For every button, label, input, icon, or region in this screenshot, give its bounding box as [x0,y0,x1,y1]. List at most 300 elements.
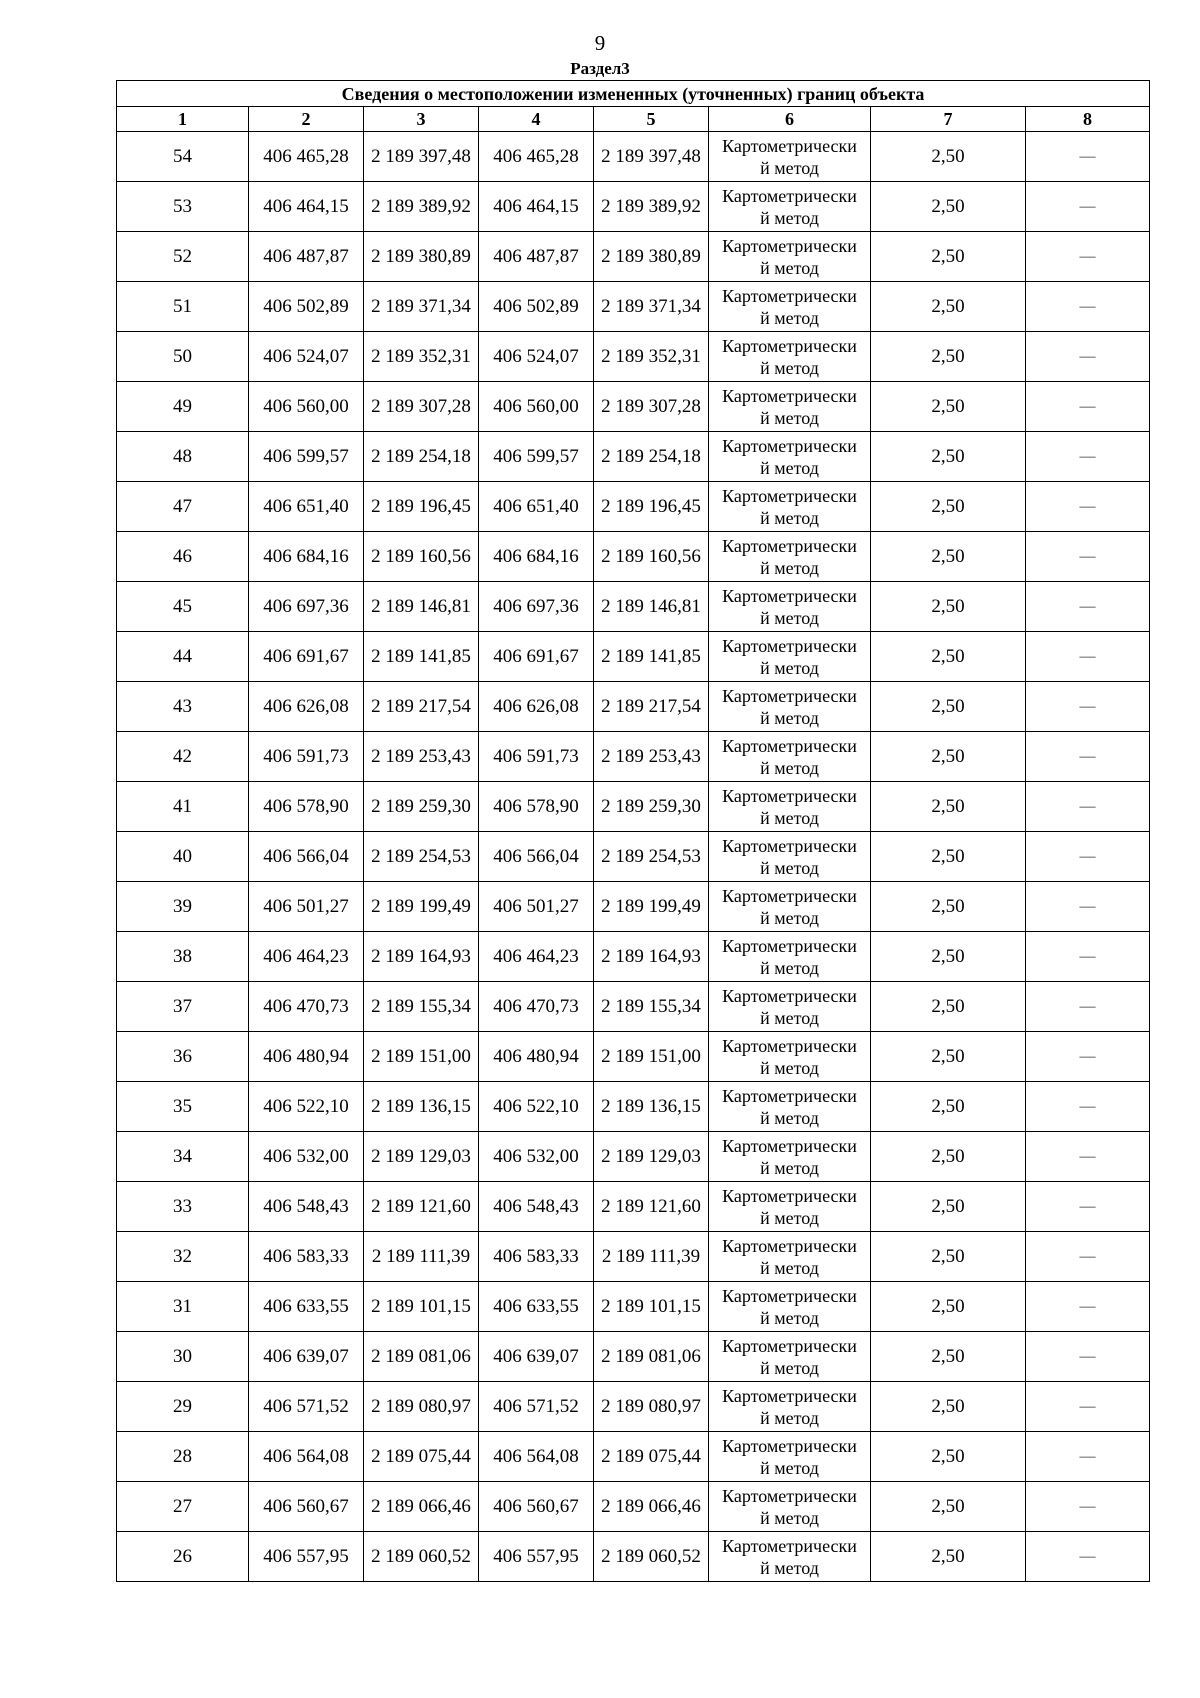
new-x-cell: 406 560,67 [479,1482,594,1532]
method-text-line: й метод [760,1057,819,1078]
table-row [117,632,1150,682]
note-cell: — [1026,1482,1150,1532]
existing-x-cell: 406 571,52 [249,1382,364,1432]
note-cell: — [1026,1282,1150,1332]
method-text-line: Картометрически [722,1085,857,1106]
existing-y-cell: 2 189 254,53 [364,832,479,882]
method-cell [709,832,871,882]
table-row [117,1332,1150,1382]
note-cell: — [1026,1332,1150,1382]
table-row [117,1282,1150,1332]
existing-x-cell: 406 633,55 [249,1282,364,1332]
new-x-cell: 406 532,00 [479,1132,594,1182]
existing-y-cell: 2 189 111,39 [364,1232,479,1282]
table-row [117,532,1150,582]
method-text-line: Картометрически [722,435,857,456]
precision-cell: 2,50 [871,882,1026,932]
existing-y-cell: 2 189 380,89 [364,232,479,282]
method-text-line: Картометрически [722,1335,857,1356]
new-x-cell: 406 522,10 [479,1082,594,1132]
existing-y-cell: 2 189 397,48 [364,132,479,182]
point-number-cell: 51 [117,282,249,332]
method-text-line: й метод [760,1357,819,1378]
new-x-cell: 406 684,16 [479,532,594,582]
new-y-cell: 2 189 352,31 [594,332,709,382]
existing-x-cell: 406 591,73 [249,732,364,782]
existing-y-cell: 2 189 136,15 [364,1082,479,1132]
existing-x-cell: 406 480,94 [249,1032,364,1082]
new-y-cell: 2 189 199,49 [594,882,709,932]
existing-x-cell: 406 626,08 [249,682,364,732]
new-y-cell: 2 189 075,44 [594,1432,709,1482]
point-number-cell: 38 [117,932,249,982]
method-cell [709,182,871,232]
existing-x-cell: 406 566,04 [249,832,364,882]
existing-y-cell: 2 189 371,34 [364,282,479,332]
point-number-cell: 28 [117,1432,249,1482]
method-text-line: й метод [760,1557,819,1578]
method-text-line: й метод [760,657,819,678]
new-x-cell: 406 697,36 [479,582,594,632]
column-number: 3 [364,107,479,132]
method-cell [709,532,871,582]
new-y-cell: 2 189 101,15 [594,1282,709,1332]
method-cell [709,882,871,932]
existing-y-cell: 2 189 164,93 [364,932,479,982]
existing-y-cell: 2 189 151,00 [364,1032,479,1082]
table-row [117,1532,1150,1582]
method-cell [709,1232,871,1282]
method-cell [709,1032,871,1082]
method-cell [709,932,871,982]
method-text-line: Картометрически [722,235,857,256]
method-cell [709,382,871,432]
new-x-cell: 406 564,08 [479,1432,594,1482]
point-number-cell: 54 [117,132,249,182]
method-cell [709,1082,871,1132]
existing-y-cell: 2 189 060,52 [364,1532,479,1582]
column-number: 1 [117,107,249,132]
existing-x-cell: 406 684,16 [249,532,364,582]
new-y-cell: 2 189 196,45 [594,482,709,532]
note-cell: — [1026,1232,1150,1282]
method-cell [709,1132,871,1182]
point-number-cell: 31 [117,1282,249,1332]
existing-x-cell: 406 557,95 [249,1532,364,1582]
column-number-row [117,107,1150,132]
precision-cell: 2,50 [871,1082,1026,1132]
column-number: 7 [871,107,1026,132]
method-text-line: Картометрически [722,1185,857,1206]
new-x-cell: 406 548,43 [479,1182,594,1232]
note-cell: — [1026,332,1150,382]
table-row [117,832,1150,882]
method-cell [709,582,871,632]
column-number: 4 [479,107,594,132]
table-row [117,882,1150,932]
precision-cell: 2,50 [871,1282,1026,1332]
point-number-cell: 34 [117,1132,249,1182]
new-y-cell: 2 189 136,15 [594,1082,709,1132]
table-row [117,482,1150,532]
method-text-line: й метод [760,807,819,828]
table-row [117,432,1150,482]
precision-cell: 2,50 [871,232,1026,282]
precision-cell: 2,50 [871,1432,1026,1482]
existing-x-cell: 406 639,07 [249,1332,364,1382]
precision-cell: 2,50 [871,732,1026,782]
column-number: 5 [594,107,709,132]
point-number-cell: 52 [117,232,249,282]
point-number-cell: 40 [117,832,249,882]
method-text-line: й метод [760,1457,819,1478]
method-text-line: Картометрически [722,785,857,806]
precision-cell: 2,50 [871,1482,1026,1532]
new-y-cell: 2 189 380,89 [594,232,709,282]
coordinates-table [116,80,1150,1582]
new-x-cell: 406 639,07 [479,1332,594,1382]
existing-x-cell: 406 697,36 [249,582,364,632]
point-number-cell: 33 [117,1182,249,1232]
method-text-line: Картометрически [722,135,857,156]
point-number-cell: 44 [117,632,249,682]
precision-cell: 2,50 [871,132,1026,182]
page-number: 9 [594,31,606,55]
method-cell [709,332,871,382]
existing-y-cell: 2 189 121,60 [364,1182,479,1232]
new-y-cell: 2 189 155,34 [594,982,709,1032]
method-text-line: Картометрически [722,585,857,606]
new-x-cell: 406 557,95 [479,1532,594,1582]
table-row [117,232,1150,282]
method-text-line: й метод [760,957,819,978]
table-caption: Сведения о местоположении измененных (уточненных) границ объекта [117,81,1150,107]
method-text-line: й метод [760,907,819,928]
existing-y-cell: 2 189 146,81 [364,582,479,632]
method-text-line: Картометрически [722,335,857,356]
method-text-line: Картометрически [722,1435,857,1456]
column-number: 6 [709,107,871,132]
table-row [117,1432,1150,1482]
column-number: 8 [1026,107,1150,132]
method-text-line: й метод [760,707,819,728]
table-row [117,1232,1150,1282]
note-cell: — [1026,382,1150,432]
method-text-line: й метод [760,307,819,328]
method-cell [709,982,871,1032]
existing-x-cell: 406 548,43 [249,1182,364,1232]
method-text-line: й метод [760,757,819,778]
method-cell [709,1382,871,1432]
method-text-line: й метод [760,1207,819,1228]
new-x-cell: 406 578,90 [479,782,594,832]
new-y-cell: 2 189 151,00 [594,1032,709,1082]
precision-cell: 2,50 [871,632,1026,682]
point-number-cell: 27 [117,1482,249,1532]
existing-y-cell: 2 189 101,15 [364,1282,479,1332]
method-text-line: й метод [760,507,819,528]
method-text-line: Картометрически [722,885,857,906]
note-cell: — [1026,1532,1150,1582]
precision-cell: 2,50 [871,582,1026,632]
method-text-line: й метод [760,1507,819,1528]
new-y-cell: 2 189 111,39 [594,1232,709,1282]
new-y-cell: 2 189 060,52 [594,1532,709,1582]
method-text-line: Картометрически [722,685,857,706]
new-y-cell: 2 189 080,97 [594,1382,709,1432]
note-cell: — [1026,1082,1150,1132]
method-cell [709,1482,871,1532]
new-y-cell: 2 189 160,56 [594,532,709,582]
table-row [117,182,1150,232]
existing-x-cell: 406 560,67 [249,1482,364,1532]
point-number-cell: 53 [117,182,249,232]
method-text-line: й метод [760,1107,819,1128]
existing-y-cell: 2 189 080,97 [364,1382,479,1432]
existing-x-cell: 406 464,23 [249,932,364,982]
point-number-cell: 47 [117,482,249,532]
point-number-cell: 48 [117,432,249,482]
note-cell: — [1026,482,1150,532]
method-cell [709,282,871,332]
method-text-line: й метод [760,157,819,178]
note-cell: — [1026,432,1150,482]
table-row [117,1032,1150,1082]
existing-x-cell: 406 560,00 [249,382,364,432]
new-y-cell: 2 189 129,03 [594,1132,709,1182]
method-text-line: й метод [760,207,819,228]
note-cell: — [1026,632,1150,682]
method-text-line: й метод [760,1307,819,1328]
existing-y-cell: 2 189 129,03 [364,1132,479,1182]
existing-y-cell: 2 189 259,30 [364,782,479,832]
new-y-cell: 2 189 141,85 [594,632,709,682]
method-text-line: Картометрически [722,985,857,1006]
existing-x-cell: 406 524,07 [249,332,364,382]
table-row [117,382,1150,432]
method-text-line: Картометрически [722,485,857,506]
method-text-line: Картометрически [722,1535,857,1556]
precision-cell: 2,50 [871,382,1026,432]
note-cell: — [1026,1382,1150,1432]
new-y-cell: 2 189 254,18 [594,432,709,482]
table-row [117,1082,1150,1132]
new-x-cell: 406 571,52 [479,1382,594,1432]
note-cell: — [1026,982,1150,1032]
new-x-cell: 406 626,08 [479,682,594,732]
precision-cell: 2,50 [871,1132,1026,1182]
method-text-line: й метод [760,1007,819,1028]
precision-cell: 2,50 [871,1382,1026,1432]
method-text-line: Картометрически [722,535,857,556]
point-number-cell: 45 [117,582,249,632]
precision-cell: 2,50 [871,932,1026,982]
point-number-cell: 32 [117,1232,249,1282]
precision-cell: 2,50 [871,1032,1026,1082]
existing-y-cell: 2 189 160,56 [364,532,479,582]
new-y-cell: 2 189 081,06 [594,1332,709,1382]
table-body [117,132,1150,1582]
precision-cell: 2,50 [871,1232,1026,1282]
note-cell: — [1026,682,1150,732]
method-text-line: Картометрически [722,835,857,856]
point-number-cell: 50 [117,332,249,382]
precision-cell: 2,50 [871,1532,1026,1582]
table-row [117,282,1150,332]
note-cell: — [1026,1432,1150,1482]
existing-x-cell: 406 487,87 [249,232,364,282]
existing-x-cell: 406 651,40 [249,482,364,532]
table-row [117,982,1150,1032]
method-text-line: й метод [760,1257,819,1278]
new-x-cell: 406 480,94 [479,1032,594,1082]
new-x-cell: 406 465,28 [479,132,594,182]
precision-cell: 2,50 [871,1332,1026,1382]
method-cell [709,682,871,732]
existing-x-cell: 406 578,90 [249,782,364,832]
existing-y-cell: 2 189 155,34 [364,982,479,1032]
note-cell: — [1026,832,1150,882]
new-x-cell: 406 464,23 [479,932,594,982]
method-text-line: Картометрически [722,935,857,956]
existing-x-cell: 406 599,57 [249,432,364,482]
point-number-cell: 35 [117,1082,249,1132]
point-number-cell: 26 [117,1532,249,1582]
precision-cell: 2,50 [871,982,1026,1032]
table-row [117,682,1150,732]
existing-y-cell: 2 189 307,28 [364,382,479,432]
method-text-line: Картометрически [722,185,857,206]
new-x-cell: 406 583,33 [479,1232,594,1282]
table-row [117,332,1150,382]
note-cell: — [1026,782,1150,832]
method-cell [709,1432,871,1482]
note-cell: — [1026,532,1150,582]
new-x-cell: 406 464,15 [479,182,594,232]
note-cell: — [1026,1182,1150,1232]
table-row [117,732,1150,782]
method-text-line: Картометрически [722,1385,857,1406]
method-text-line: й метод [760,407,819,428]
point-number-cell: 46 [117,532,249,582]
method-text-line: Картометрически [722,1135,857,1156]
method-text-line: й метод [760,1157,819,1178]
point-number-cell: 43 [117,682,249,732]
table-row [117,1182,1150,1232]
column-number: 2 [249,107,364,132]
note-cell: — [1026,932,1150,982]
new-y-cell: 2 189 146,81 [594,582,709,632]
method-text-line: Картометрически [722,1285,857,1306]
new-x-cell: 406 487,87 [479,232,594,282]
new-y-cell: 2 189 307,28 [594,382,709,432]
existing-x-cell: 406 502,89 [249,282,364,332]
existing-y-cell: 2 189 141,85 [364,632,479,682]
table-row [117,1132,1150,1182]
point-number-cell: 37 [117,982,249,1032]
existing-y-cell: 2 189 066,46 [364,1482,479,1532]
precision-cell: 2,50 [871,682,1026,732]
point-number-cell: 41 [117,782,249,832]
table-row [117,932,1150,982]
method-text-line: Картометрически [722,635,857,656]
point-number-cell: 29 [117,1382,249,1432]
table-row [117,582,1150,632]
method-text-line: Картометрически [722,1035,857,1056]
method-cell [709,1532,871,1582]
precision-cell: 2,50 [871,482,1026,532]
new-x-cell: 406 566,04 [479,832,594,882]
existing-x-cell: 406 532,00 [249,1132,364,1182]
existing-y-cell: 2 189 075,44 [364,1432,479,1482]
new-x-cell: 406 591,73 [479,732,594,782]
existing-y-cell: 2 189 389,92 [364,182,479,232]
method-cell [709,1332,871,1382]
table-row [117,1482,1150,1532]
new-y-cell: 2 189 217,54 [594,682,709,732]
existing-x-cell: 406 564,08 [249,1432,364,1482]
method-text-line: й метод [760,457,819,478]
new-y-cell: 2 189 397,48 [594,132,709,182]
point-number-cell: 39 [117,882,249,932]
new-y-cell: 2 189 253,43 [594,732,709,782]
new-x-cell: 406 691,67 [479,632,594,682]
existing-y-cell: 2 189 352,31 [364,332,479,382]
new-y-cell: 2 189 371,34 [594,282,709,332]
precision-cell: 2,50 [871,182,1026,232]
method-text-line: Картометрически [722,385,857,406]
method-text-line: Картометрически [722,1485,857,1506]
existing-x-cell: 406 470,73 [249,982,364,1032]
new-y-cell: 2 189 066,46 [594,1482,709,1532]
note-cell: — [1026,1132,1150,1182]
method-cell [709,782,871,832]
new-x-cell: 406 502,89 [479,282,594,332]
point-number-cell: 30 [117,1332,249,1382]
method-cell [709,132,871,182]
method-cell [709,732,871,782]
precision-cell: 2,50 [871,1182,1026,1232]
note-cell: — [1026,132,1150,182]
existing-x-cell: 406 583,33 [249,1232,364,1282]
precision-cell: 2,50 [871,332,1026,382]
note-cell: — [1026,232,1150,282]
existing-y-cell: 2 189 217,54 [364,682,479,732]
existing-x-cell: 406 522,10 [249,1082,364,1132]
point-number-cell: 36 [117,1032,249,1082]
new-y-cell: 2 189 389,92 [594,182,709,232]
method-text-line: Картометрически [722,735,857,756]
table-row [117,782,1150,832]
note-cell: — [1026,732,1150,782]
new-y-cell: 2 189 164,93 [594,932,709,982]
new-y-cell: 2 189 254,53 [594,832,709,882]
method-text-line: Картометрически [722,1235,857,1256]
new-y-cell: 2 189 121,60 [594,1182,709,1232]
note-cell: — [1026,182,1150,232]
precision-cell: 2,50 [871,832,1026,882]
existing-y-cell: 2 189 196,45 [364,482,479,532]
point-number-cell: 42 [117,732,249,782]
new-x-cell: 406 470,73 [479,982,594,1032]
new-y-cell: 2 189 259,30 [594,782,709,832]
existing-y-cell: 2 189 081,06 [364,1332,479,1382]
new-x-cell: 406 633,55 [479,1282,594,1332]
method-cell [709,432,871,482]
method-text-line: й метод [760,257,819,278]
note-cell: — [1026,882,1150,932]
method-cell [709,482,871,532]
